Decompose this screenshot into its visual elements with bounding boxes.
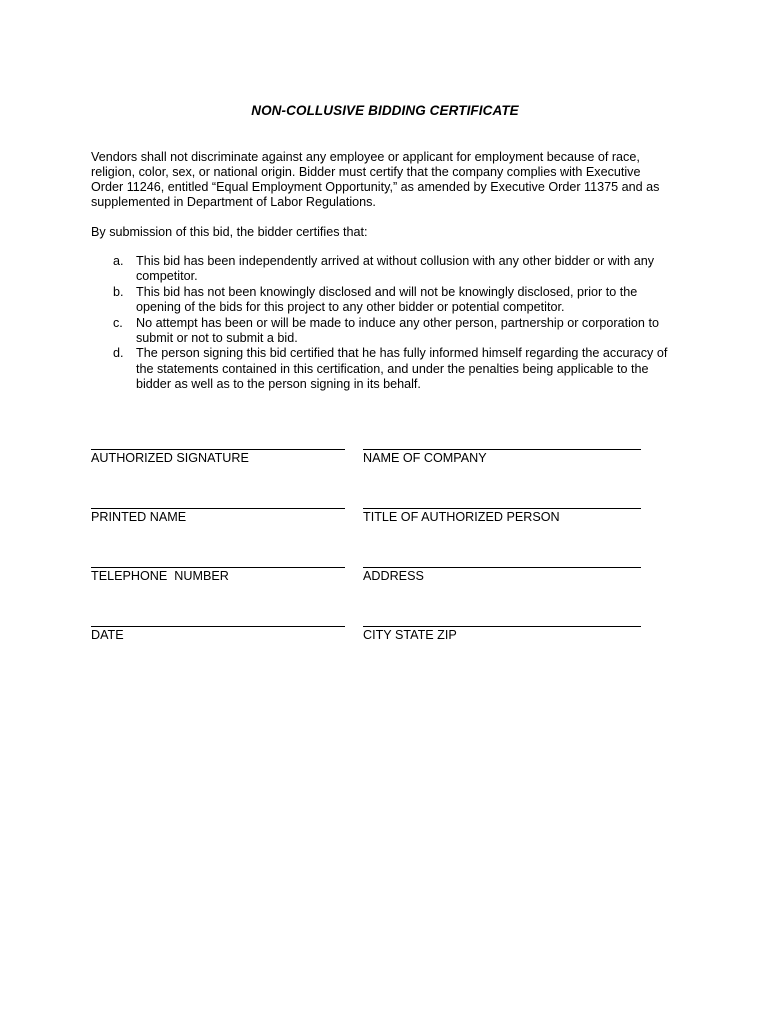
list-item-text: The person signing this bid certified that he has fully informed himself regarding the accuracy of the statements contained in this certification, and under the penalties being applicable to the bidder as well as to the person signing in its behalf.	[136, 346, 668, 392]
document-title: NON-COLLUSIVE BIDDING CERTIFICATE	[251, 103, 519, 118]
nondiscrimination-paragraph: Vendors shall not discriminate against any employee or applicant for employment because of race, religion, color, sex, or national origin. Bidder must certify that the company complies with Executive Order 11246, entitled “Equal Employment Opportunity,” as amended by Executive Order 11375 and as supplemented in Department of Labor Regulations.	[91, 150, 660, 209]
list-item	[91, 346, 681, 392]
list-marker: b.	[113, 284, 124, 299]
authorized-person-title-field[interactable]	[363, 508, 641, 525]
list-item	[91, 285, 681, 316]
signature-line	[363, 567, 641, 568]
telephone-number-field[interactable]	[91, 567, 345, 584]
authorized-signature-field[interactable]	[91, 449, 345, 466]
list-item	[91, 254, 681, 285]
certification-list	[91, 254, 681, 393]
company-name-field[interactable]	[363, 449, 641, 466]
date-field[interactable]	[91, 626, 345, 643]
list-item	[91, 316, 681, 347]
signature-line	[91, 567, 345, 568]
date-label: DATE	[91, 628, 124, 642]
list-item-text: This bid has not been knowingly disclosed and will not be knowingly disclosed, prior to the opening of the bids for this project to any other bidder or potential competitor.	[136, 284, 638, 315]
list-marker: a.	[113, 254, 124, 268]
printed-name-label: PRINTED NAME	[91, 510, 187, 524]
list-marker: d.	[113, 346, 124, 361]
company-name-label: NAME OF COMPANY	[363, 451, 487, 465]
signature-line	[363, 449, 641, 450]
list-item-text: This bid has been independently arrived at without collusion with any other bidder or with any competitor.	[136, 254, 655, 284]
signature-line	[91, 449, 345, 450]
signature-line	[91, 508, 345, 509]
address-label: ADDRESS	[363, 569, 424, 583]
list-item-text: No attempt has been or will be made to induce any other person, partnership or corporation to submit or not to submit a bid.	[136, 315, 659, 346]
signature-line	[363, 508, 641, 509]
signature-line	[91, 626, 345, 627]
authorized-person-title-label: TITLE OF AUTHORIZED PERSON	[363, 510, 560, 524]
city-state-zip-label: CITY STATE ZIP	[363, 628, 457, 642]
list-marker: c.	[113, 315, 123, 330]
city-state-zip-field[interactable]	[363, 626, 641, 643]
certification-intro: By submission of this bid, the bidder certifies that:	[91, 225, 368, 239]
address-field[interactable]	[363, 567, 641, 584]
telephone-number-label: TELEPHONE NUMBER	[91, 569, 229, 583]
printed-name-field[interactable]	[91, 508, 345, 525]
signature-line	[363, 626, 641, 627]
authorized-signature-label: AUTHORIZED SIGNATURE	[91, 451, 249, 465]
